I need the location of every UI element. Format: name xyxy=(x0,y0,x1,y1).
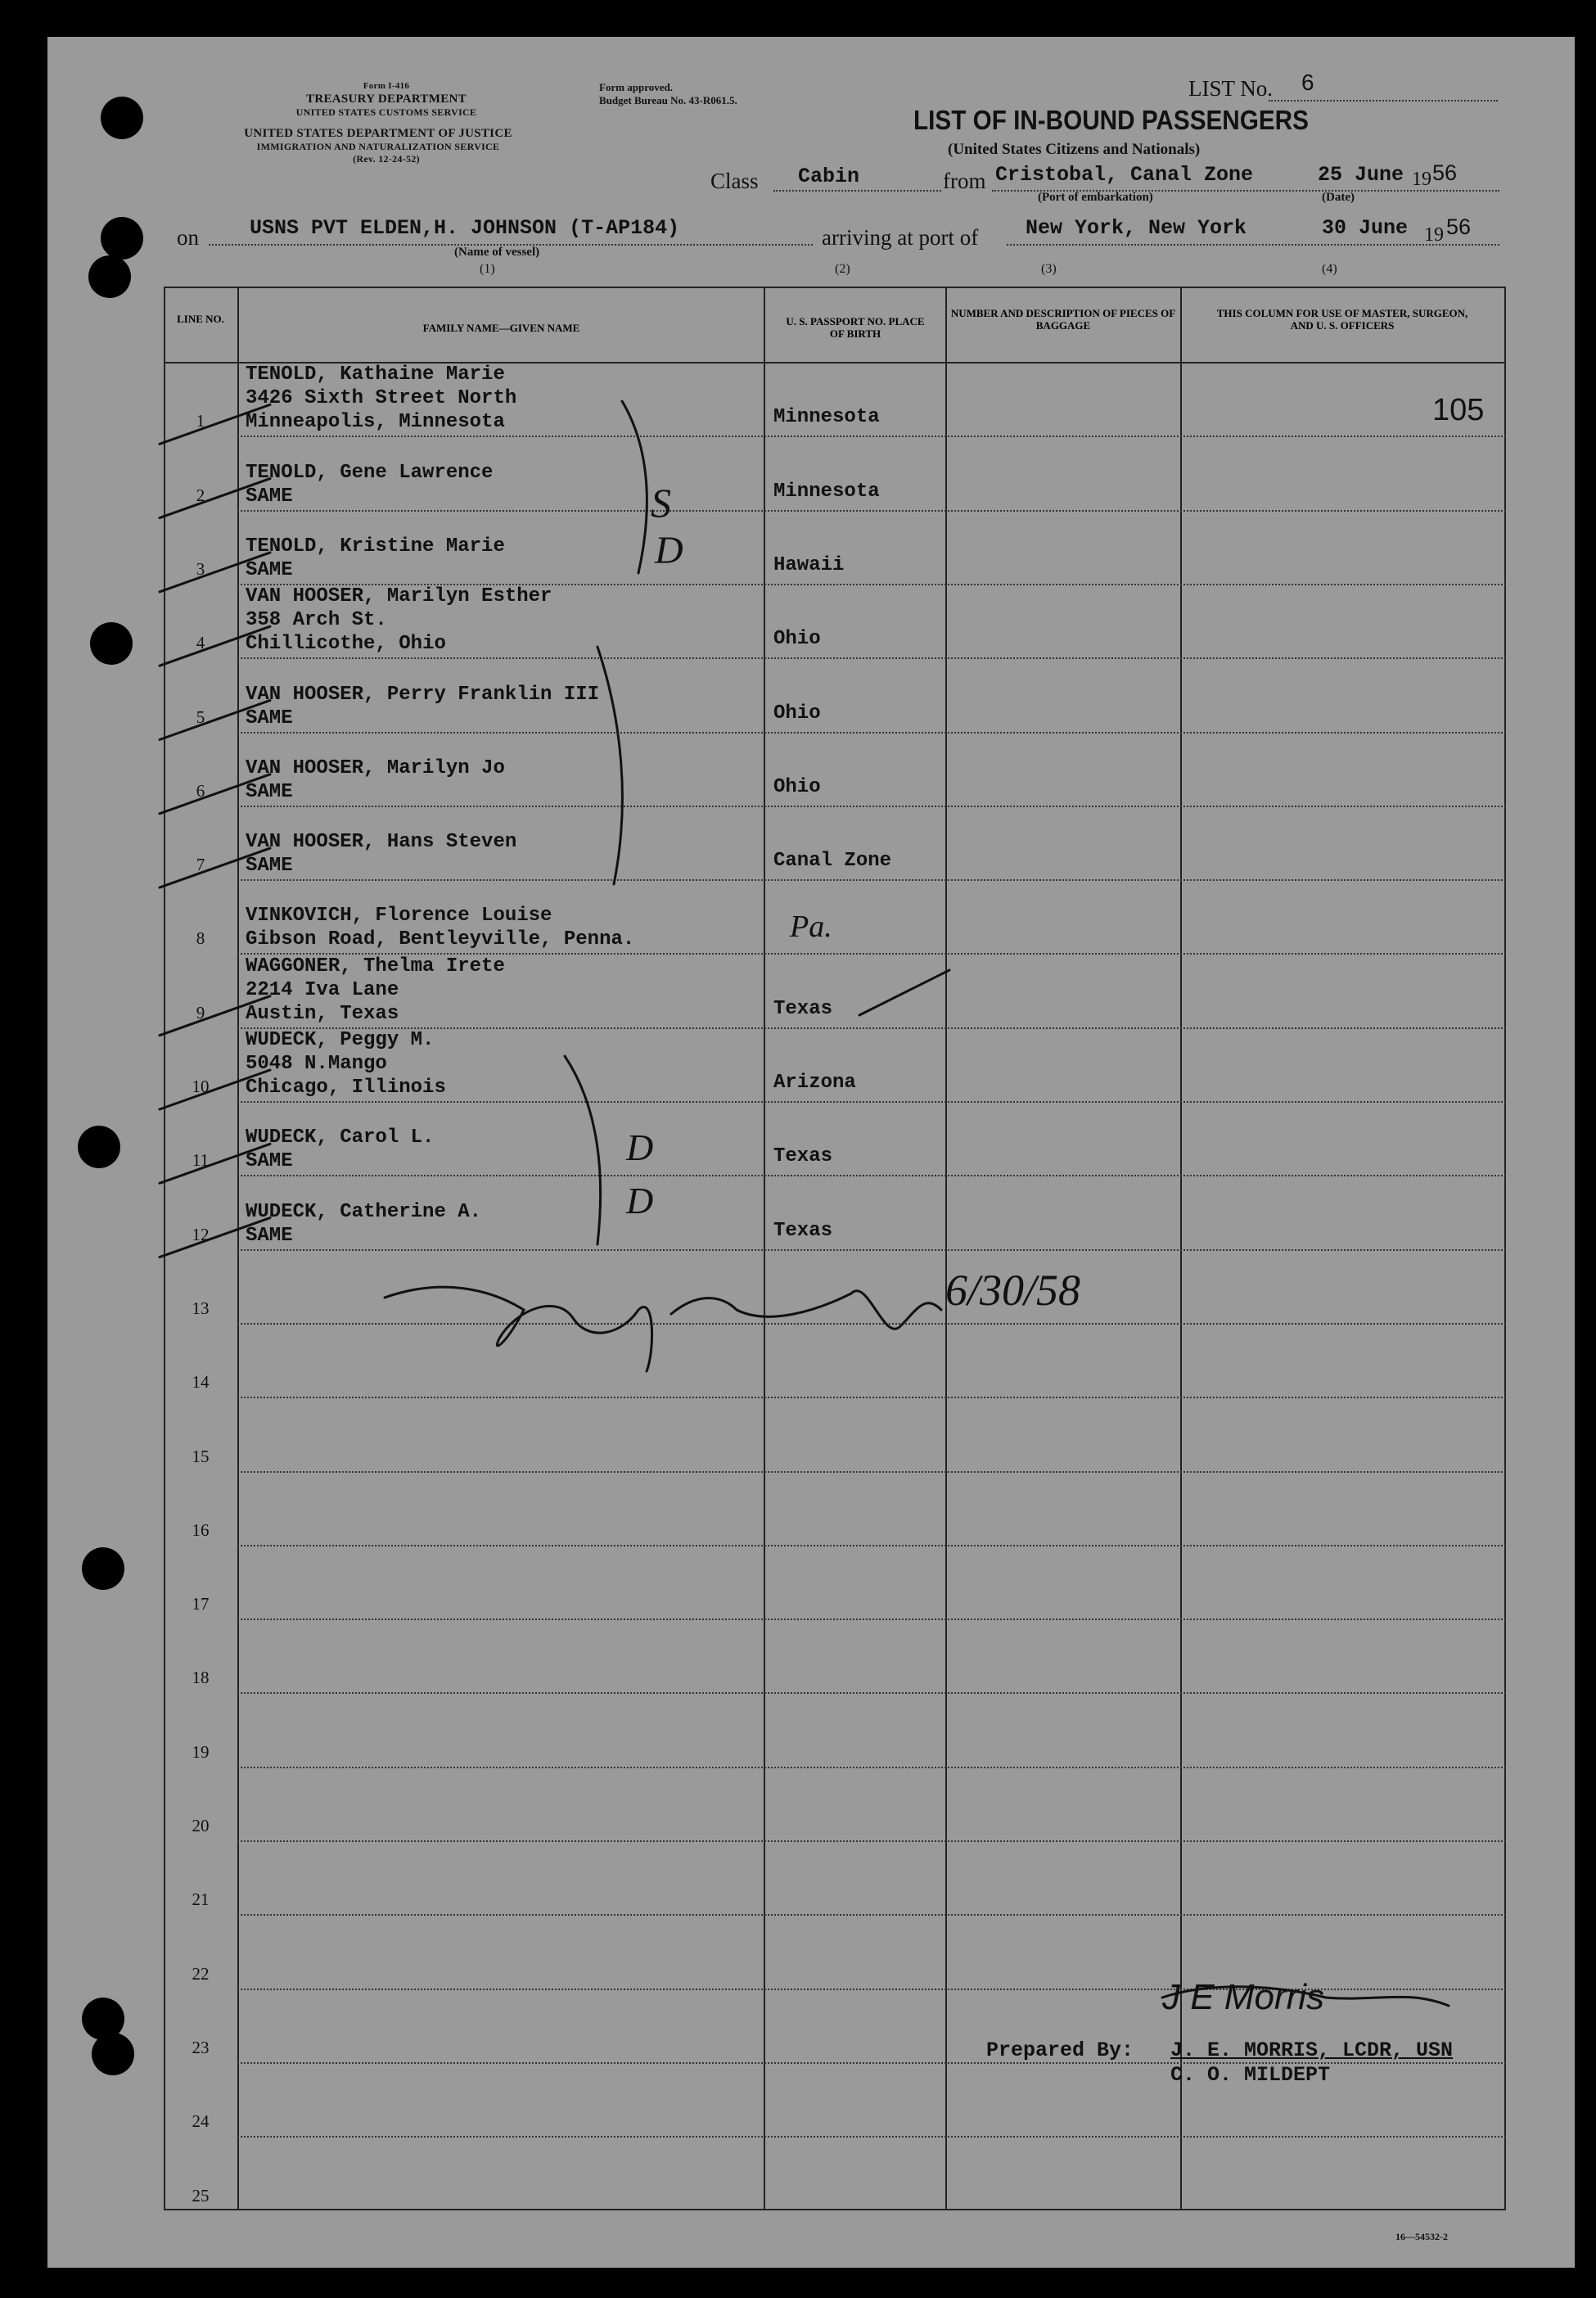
handwritten-mark-d: D xyxy=(655,529,683,572)
bracket-stroke xyxy=(622,401,647,573)
arriving-label: arriving at port of xyxy=(822,225,979,250)
passenger-entry: VAN HOOSER, Marilyn Jo SAME xyxy=(246,756,505,803)
arrival-date: 30 June xyxy=(1322,216,1409,240)
place-of-birth: Texas xyxy=(773,1145,833,1168)
depart-year: 56 xyxy=(1432,160,1458,185)
line-number: 13 xyxy=(192,1298,210,1318)
prepared-name: J. E. MORRIS, LCDR, USN xyxy=(1170,2038,1454,2062)
vessel-caption: (Name of vessel) xyxy=(454,246,540,259)
line-number: 10 xyxy=(192,1077,210,1096)
form-number: Form I-416 xyxy=(363,81,410,91)
list-subtitle: (United States Citizens and Nationals) xyxy=(948,141,1201,158)
prepared-title: C. O. MILDEPT xyxy=(1170,2063,1331,2087)
line-number: 11 xyxy=(192,1150,210,1171)
passenger-entry: VAN HOOSER, Hans Steven SAME xyxy=(246,831,517,878)
passenger-entry: WUDECK, Peggy M. 5048 N.Mango Chicago, Illinois xyxy=(246,1029,446,1099)
line-number: 8 xyxy=(196,928,205,949)
date-caption: (Date) xyxy=(1322,191,1355,204)
passenger-entry: VAN HOOSER, Marilyn Esther 358 Arch St. Chillicothe, Ohio xyxy=(246,585,552,656)
place-of-birth: Texas xyxy=(773,1219,833,1242)
depart-date: 25 June xyxy=(1318,163,1404,187)
place-of-birth: Arizona xyxy=(773,1072,856,1094)
ins-service: IMMIGRATION AND NATURALIZATION SERVICE xyxy=(256,141,500,152)
line-number: 2 xyxy=(196,485,205,505)
line-number: 21 xyxy=(192,1889,210,1910)
customs-service: UNITED STATES CUSTOMS SERVICE xyxy=(295,106,477,118)
depart-year-prefix: 19 xyxy=(1412,169,1431,190)
line-number: 19 xyxy=(192,1741,210,1762)
check-mark xyxy=(160,1218,270,1257)
list-no-label: LIST No. xyxy=(1188,76,1274,101)
passenger-entry: VINKOVICH, Florence Louise Gibson Road, Bentleyville, Penna. xyxy=(246,905,635,951)
col-header-passport: U. S. PASSPORT NO. PLACE OF BIRTH xyxy=(786,315,925,340)
check-mark xyxy=(160,404,270,444)
list-title: LIST OF IN-BOUND PASSENGERS xyxy=(913,105,1309,135)
handwritten-mark-d: D xyxy=(626,1126,654,1168)
on-label: on xyxy=(177,225,199,250)
passenger-entry: TENOLD, Kathaine Marie 3426 Sixth Street North Minneapolis, Minnesota xyxy=(246,363,517,434)
arrival-year-prefix: 19 xyxy=(1424,224,1444,246)
line-number: 7 xyxy=(196,855,205,875)
line-number: 22 xyxy=(192,1963,210,1984)
budget-bureau: Budget Bureau No. 43-R061.5. xyxy=(599,94,737,106)
bracket-stroke xyxy=(597,647,622,884)
class-value: Cabin xyxy=(798,165,860,188)
check-mark xyxy=(160,626,270,666)
line-number: 20 xyxy=(192,1816,210,1835)
col-header-lineno: LINE NO. xyxy=(177,313,224,325)
line-number: 4 xyxy=(196,633,205,653)
port-arrival: New York, New York xyxy=(1026,216,1247,240)
col-header-officers: THIS COLUMN FOR USE OF MASTER, SURGEON, AND U. S. OFFICERS xyxy=(1216,307,1468,332)
line-number: 12 xyxy=(192,1224,210,1244)
place-of-birth: Ohio xyxy=(773,628,821,651)
place-of-birth: Minnesota xyxy=(773,406,880,429)
line-number: 6 xyxy=(196,780,205,801)
bracket-stroke xyxy=(565,1056,601,1244)
check-mark xyxy=(160,1144,270,1183)
place-of-birth: Ohio xyxy=(773,775,821,798)
class-label: Class xyxy=(710,169,759,193)
signature-date: 6/30/58 xyxy=(945,1266,1081,1315)
col-2-label: (2) xyxy=(835,262,850,276)
line-number: 15 xyxy=(192,1446,210,1466)
line-number: 5 xyxy=(196,707,205,727)
line-number: 18 xyxy=(192,1668,210,1688)
place-of-birth: Pa. xyxy=(790,910,832,945)
port-embark-caption: (Port of embarkation) xyxy=(1038,191,1153,204)
passenger-entry: TENOLD, Kristine Marie SAME xyxy=(246,535,505,581)
col-1-label: (1) xyxy=(480,262,495,276)
line-number: 9 xyxy=(196,1002,205,1023)
form-approved: Form approved. xyxy=(599,81,674,93)
passenger-entry: WAGGONER, Thelma Irete 2214 Iva Lane Austin, Texas xyxy=(246,955,505,1025)
handwritten-mark-s: S xyxy=(651,480,671,526)
prepared-signature: J E Morris xyxy=(1162,1977,1324,2017)
passenger-entry: VAN HOOSER, Perry Franklin III SAME xyxy=(246,683,600,729)
line-number: 3 xyxy=(196,558,205,579)
officer-note: 105 xyxy=(1432,393,1485,427)
vessel-name: USNS PVT ELDEN,H. JOHNSON (T-AP184) xyxy=(250,216,680,240)
line-number: 23 xyxy=(192,2037,210,2057)
check-mark xyxy=(160,1070,270,1109)
check-mark xyxy=(160,774,270,814)
line-number: 1 xyxy=(196,411,205,431)
line-number: 25 xyxy=(192,2185,210,2205)
col-header-name: FAMILY NAME—GIVEN NAME xyxy=(422,322,580,334)
place-of-birth: Canal Zone xyxy=(773,850,892,873)
check-line xyxy=(859,970,949,1015)
line-number: 17 xyxy=(192,1594,210,1614)
line-number: 14 xyxy=(192,1372,210,1393)
arrival-year: 56 xyxy=(1446,214,1472,239)
col-3-label: (3) xyxy=(1041,262,1057,276)
from-label: from xyxy=(943,169,986,193)
passenger-entry: TENOLD, Gene Lawrence SAME xyxy=(246,461,494,508)
place-of-birth: Ohio xyxy=(773,702,821,725)
revision: (Rev. 12-24-52) xyxy=(353,153,420,165)
check-mark xyxy=(160,479,270,518)
col-header-baggage: NUMBER AND DESCRIPTION OF PIECES OF BAGGAGE xyxy=(950,307,1176,332)
port-embarkation: Cristobal, Canal Zone xyxy=(995,163,1254,187)
justice-dept: UNITED STATES DEPARTMENT OF JUSTICE xyxy=(244,127,512,140)
line-number: 24 xyxy=(192,2111,210,2132)
signature-stroke xyxy=(385,1287,941,1371)
check-mark xyxy=(160,996,270,1036)
line-number: 16 xyxy=(192,1519,210,1540)
list-no-value: 6 xyxy=(1301,70,1314,95)
check-mark xyxy=(160,701,270,740)
check-mark xyxy=(160,553,270,592)
prepared-label: Prepared By: xyxy=(986,2038,1134,2062)
place-of-birth: Minnesota xyxy=(773,480,880,503)
place-of-birth: Texas xyxy=(773,997,833,1020)
passenger-entry: WUDECK, Catherine A. SAME xyxy=(246,1200,482,1247)
col-4-label: (4) xyxy=(1322,262,1337,276)
form-code: 16—54532-2 xyxy=(1395,2231,1448,2242)
handwritten-mark-d: D xyxy=(626,1180,654,1221)
check-mark xyxy=(160,848,270,887)
passenger-entry: WUDECK, Carol L. SAME xyxy=(246,1126,435,1173)
place-of-birth: Hawaii xyxy=(773,553,845,576)
treasury-dept: TREASURY DEPARTMENT xyxy=(306,93,467,106)
